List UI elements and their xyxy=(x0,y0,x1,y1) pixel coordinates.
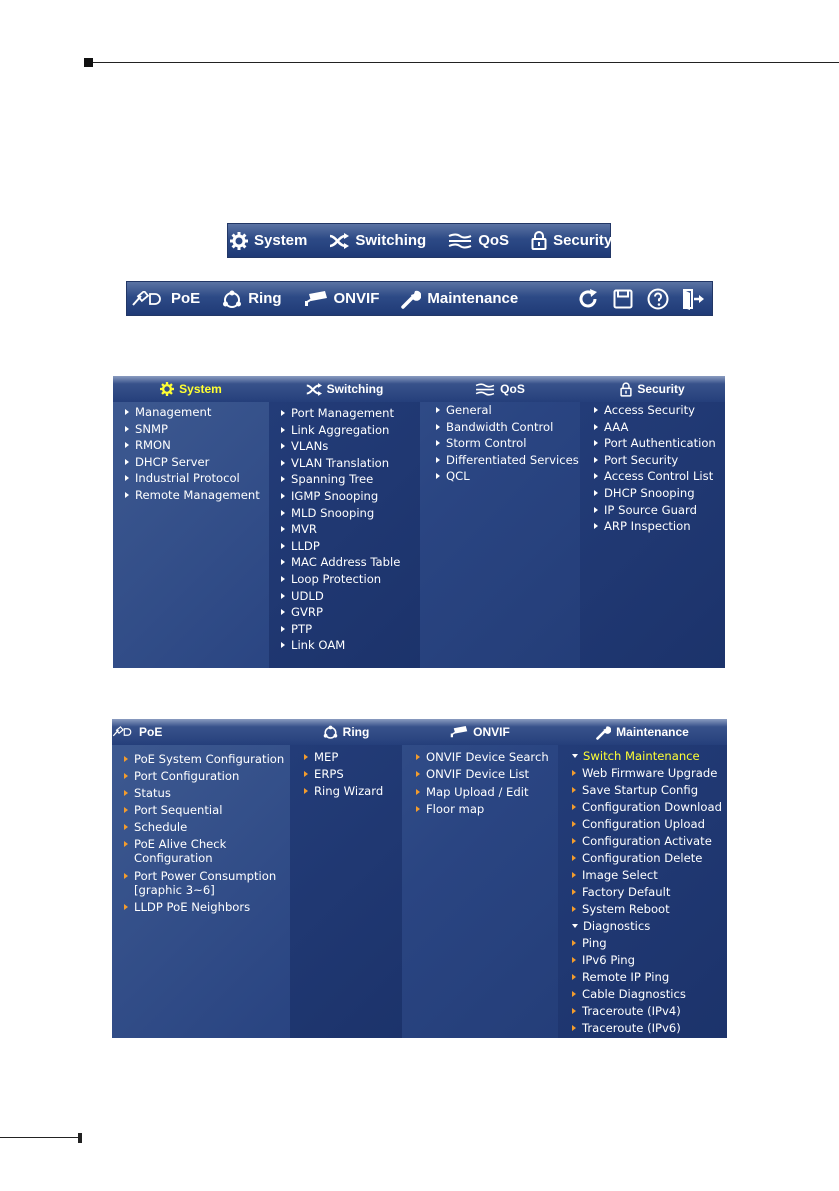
menu-item-label: SNMP xyxy=(135,421,169,436)
bullet-arrow-icon xyxy=(281,593,285,599)
menu-item-switching[interactable] xyxy=(281,439,328,453)
menu-item-switching[interactable] xyxy=(281,456,389,470)
menu-item-diagnostics[interactable] xyxy=(572,987,686,1001)
menu-item-label: Map Upload / Edit xyxy=(426,784,529,799)
menu-item-security[interactable] xyxy=(594,519,691,533)
menu-item-onvif[interactable] xyxy=(416,767,529,781)
poe-column xyxy=(112,745,290,1038)
menu-item-label: Differentiated Services xyxy=(446,452,579,467)
bullet-arrow-icon xyxy=(594,407,598,413)
menu-item-label: MEP xyxy=(314,750,339,764)
bullet-arrow-icon xyxy=(594,490,598,496)
bullet-arrow-icon xyxy=(281,642,285,648)
lock-icon xyxy=(620,382,632,397)
bullet-arrow-icon xyxy=(124,790,128,796)
qos-lines-icon xyxy=(448,233,472,249)
bullet-arrow-icon xyxy=(124,807,128,813)
bullet-arrow-icon xyxy=(125,442,129,448)
menu-item-label: Port Power Consumption xyxy=(134,869,277,883)
menu-item-maintenance[interactable] xyxy=(572,885,670,899)
bullet-arrow-icon xyxy=(594,473,598,479)
menu-item-switching[interactable] xyxy=(281,555,400,569)
menu-item-security[interactable] xyxy=(594,453,678,467)
menu-item-label: Floor map xyxy=(426,801,485,816)
menu-item-label: VLANs xyxy=(291,439,329,454)
logout-icon xyxy=(682,288,704,310)
wrench-icon xyxy=(596,725,611,740)
menu-item-label: DHCP Snooping xyxy=(604,486,695,500)
menu-item-maintenance[interactable] xyxy=(572,800,722,814)
bullet-arrow-icon xyxy=(124,841,128,847)
bullet-arrow-icon xyxy=(281,526,285,532)
menu-item-onvif[interactable] xyxy=(416,785,529,799)
bullet-arrow-icon xyxy=(572,974,576,980)
bullet-arrow-icon xyxy=(416,789,420,795)
bullet-arrow-icon xyxy=(436,424,440,430)
bullet-arrow-icon xyxy=(124,756,128,762)
help-icon xyxy=(647,288,669,310)
system-column xyxy=(113,402,269,668)
bullet-arrow-icon xyxy=(281,510,285,516)
menu-item-label: Port Security xyxy=(604,452,679,467)
menu-item-security[interactable] xyxy=(594,486,695,500)
menu-item-label: DHCP Server xyxy=(135,454,210,469)
menu-item-label: IP Source Guard xyxy=(604,502,697,517)
refresh-button[interactable] xyxy=(575,288,601,310)
header-bullet xyxy=(84,58,93,67)
bullet-arrow-icon xyxy=(124,773,128,779)
menu-group-diagnostics[interactable] xyxy=(572,919,650,933)
menu-item-switching[interactable] xyxy=(281,506,374,520)
tab-switching-label: Switching xyxy=(326,382,384,396)
menu-item-diagnostics[interactable] xyxy=(572,1021,681,1035)
menu-ring[interactable] xyxy=(222,290,281,308)
menu-item-label: General xyxy=(446,403,492,417)
tab-ring-label: Ring xyxy=(342,725,370,739)
menu-item-label: Management xyxy=(135,405,212,419)
bullet-arrow-icon xyxy=(304,754,308,760)
menu-item-label: Configuration xyxy=(134,851,213,865)
menu-item-label: Web Firmware Upgrade xyxy=(582,766,718,780)
bullet-arrow-icon xyxy=(594,424,598,430)
menu-item-qos[interactable] xyxy=(436,420,553,434)
menu-item-label: Cable Diagnostics xyxy=(582,987,686,1001)
bullet-arrow-icon xyxy=(125,426,129,432)
menu-group-switch-maintenance[interactable] xyxy=(572,749,700,763)
cross-arrows-icon xyxy=(329,233,349,249)
tab-poe-label: PoE xyxy=(139,725,163,739)
bullet-arrow-icon xyxy=(281,460,285,466)
menu-item-maintenance[interactable] xyxy=(572,851,702,865)
menu-item-security[interactable] xyxy=(594,469,713,483)
menu-item-ring[interactable] xyxy=(304,767,344,781)
menu-item-label: VLAN Translation xyxy=(291,455,390,470)
menu-item-label: UDLD xyxy=(291,588,324,603)
bullet-arrow-icon xyxy=(436,407,440,413)
menu-maintenance[interactable] xyxy=(401,289,518,309)
menu-item-label: MAC Address Table xyxy=(291,555,401,570)
menu-item-security[interactable] xyxy=(594,403,695,417)
menu-item-switching[interactable] xyxy=(281,622,312,636)
menu-system[interactable] xyxy=(230,232,307,250)
bullet-arrow-icon xyxy=(572,855,576,861)
menu-item-label: PoE Alive Check xyxy=(134,837,227,851)
menu-item-security[interactable] xyxy=(594,503,697,517)
poe-plug-icon xyxy=(131,291,165,307)
menu-item-qos[interactable] xyxy=(436,436,526,450)
bullet-arrow-icon xyxy=(281,543,285,549)
bullet-arrow-icon xyxy=(572,1025,576,1031)
menu-item-label: Bandwidth Control xyxy=(446,419,554,434)
menu-item-label: ERPS xyxy=(314,767,344,781)
menu-item-system[interactable] xyxy=(125,471,240,485)
menu-item-label: Link OAM xyxy=(291,638,346,653)
qos-lines-icon xyxy=(475,383,495,396)
tab-system-label: System xyxy=(179,382,222,396)
bullet-arrow-icon xyxy=(125,475,129,481)
onvif-column xyxy=(402,745,558,1038)
maintenance-column xyxy=(558,745,727,1038)
expand-arrow-icon xyxy=(572,754,578,758)
menu-item-label: AAA xyxy=(604,419,629,434)
tab-system[interactable] xyxy=(113,376,269,402)
menu-header xyxy=(112,719,727,745)
menu-item-poe[interactable] xyxy=(124,820,187,834)
tab-maintenance-label: Maintenance xyxy=(616,725,689,739)
menu-item-label: Configuration Upload xyxy=(582,817,705,831)
bullet-arrow-icon xyxy=(572,906,576,912)
menu-item-label: Port Configuration xyxy=(134,769,240,783)
menu-item-label: Access Control List xyxy=(604,469,714,484)
menu-poe-label: PoE xyxy=(171,290,201,307)
menu-item-label: GVRP xyxy=(291,605,323,620)
bullet-arrow-icon xyxy=(281,493,285,499)
bullet-arrow-icon xyxy=(572,804,576,810)
menu-item-label: PoE System Configuration xyxy=(134,752,285,766)
menu-item-qos[interactable] xyxy=(436,403,492,417)
menu-item-label: Configuration Download xyxy=(582,800,722,814)
menu-item-maintenance[interactable] xyxy=(572,868,658,882)
menu-item-switching[interactable] xyxy=(281,406,394,420)
menu-item-ring[interactable] xyxy=(304,750,338,764)
menu-item-poe[interactable] xyxy=(124,769,239,783)
menu-item-label: System Reboot xyxy=(582,902,670,916)
expanded-menu-system xyxy=(113,376,725,668)
menu-item-maintenance[interactable] xyxy=(572,817,705,831)
menu-item-label: Access Security xyxy=(604,403,695,417)
menu-item-label: Status xyxy=(134,786,171,800)
bullet-arrow-icon xyxy=(572,787,576,793)
header-rule xyxy=(93,62,839,63)
bullet-arrow-icon xyxy=(304,788,308,794)
menu-item-security[interactable] xyxy=(594,420,628,434)
menu-item-system[interactable] xyxy=(125,405,211,419)
menu-item-switching[interactable] xyxy=(281,572,381,586)
menu-item-label: Schedule xyxy=(134,820,188,834)
gear-icon xyxy=(160,382,174,396)
bullet-arrow-icon xyxy=(594,440,598,446)
menu-item-system[interactable] xyxy=(125,438,171,452)
bullet-arrow-icon xyxy=(594,457,598,463)
menu-ring-label: Ring xyxy=(248,290,282,307)
qos-column xyxy=(420,402,580,668)
footer-bullet xyxy=(78,1133,82,1143)
menu-item-label: Remote IP Ping xyxy=(582,970,670,984)
menu-item-label: Link Aggregation xyxy=(291,422,390,437)
bullet-arrow-icon xyxy=(124,873,128,879)
tab-security-label: Security xyxy=(637,382,685,396)
bullet-arrow-icon xyxy=(281,559,285,565)
menu-item-maintenance[interactable] xyxy=(572,783,698,797)
menu-item-diagnostics[interactable] xyxy=(572,936,607,950)
menu-item-label: Switch Maintenance xyxy=(583,749,700,763)
menu-item-poe-cont[interactable] xyxy=(124,883,215,897)
bullet-arrow-icon xyxy=(125,409,129,415)
menu-item-maintenance[interactable] xyxy=(572,834,712,848)
bullet-arrow-icon xyxy=(281,476,285,482)
gear-icon xyxy=(230,232,248,250)
menu-item-label: ONVIF Device List xyxy=(426,767,530,782)
tab-qos-label: QoS xyxy=(500,382,525,396)
bullet-arrow-icon xyxy=(572,1008,576,1014)
menu-item-poe[interactable] xyxy=(124,803,222,817)
save-button[interactable] xyxy=(610,289,636,309)
menu-item-onvif[interactable] xyxy=(416,802,484,816)
menu-item-switching[interactable] xyxy=(281,589,324,603)
menu-item-label: Factory Default xyxy=(582,885,671,899)
menu-item-diagnostics[interactable] xyxy=(572,1004,681,1018)
save-icon xyxy=(613,289,633,309)
menu-item-label: QCL xyxy=(446,469,470,484)
menu-item-diagnostics[interactable] xyxy=(572,953,635,967)
menu-switching[interactable] xyxy=(329,232,426,249)
bullet-arrow-icon xyxy=(281,443,285,449)
bullet-arrow-icon xyxy=(124,904,128,910)
menu-item-security[interactable] xyxy=(594,436,716,450)
menu-item-label: MVR xyxy=(291,522,317,537)
bullet-arrow-icon xyxy=(281,427,285,433)
menu-item-label: Remote Management xyxy=(135,488,260,502)
expanded-menu-poe xyxy=(112,719,727,1038)
tab-onvif-label: ONVIF xyxy=(473,725,510,739)
lock-icon xyxy=(531,231,547,250)
menu-item-switching[interactable] xyxy=(281,423,389,437)
bullet-arrow-icon xyxy=(281,609,285,615)
menu-item-poe[interactable] xyxy=(124,752,284,766)
menu-item-label: Industrial Protocol xyxy=(135,471,240,486)
menu-item-label: Port Sequential xyxy=(134,803,223,817)
poe-plug-icon xyxy=(112,726,134,738)
bullet-arrow-icon xyxy=(572,872,576,878)
main-menu-bar-2 xyxy=(126,281,713,316)
bullet-arrow-icon xyxy=(572,957,576,963)
tab-onvif[interactable] xyxy=(402,719,558,745)
menu-item-switching[interactable] xyxy=(281,605,323,619)
menu-item-label: Ping xyxy=(582,936,607,950)
menu-item-label: Ring Wizard xyxy=(314,784,384,798)
logout-button[interactable] xyxy=(680,288,706,310)
tab-security[interactable] xyxy=(580,376,725,402)
menu-item-maintenance[interactable] xyxy=(572,766,717,780)
menu-item-label: PTP xyxy=(291,621,313,636)
menu-security[interactable] xyxy=(531,231,612,250)
menu-item-label: ONVIF Device Search xyxy=(426,750,549,764)
bullet-arrow-icon xyxy=(436,440,440,446)
menu-item-label: IPv6 Ping xyxy=(582,953,635,967)
bullet-arrow-icon xyxy=(416,754,420,760)
camera-icon xyxy=(304,291,328,307)
tab-poe[interactable] xyxy=(112,719,290,745)
switching-column xyxy=(269,402,420,668)
ring-icon xyxy=(323,725,338,739)
bullet-arrow-icon xyxy=(572,838,576,844)
tab-switching[interactable] xyxy=(269,376,420,402)
camera-icon xyxy=(450,726,468,738)
menu-qos-label: QoS xyxy=(478,232,510,249)
ring-icon xyxy=(222,290,242,308)
bullet-arrow-icon xyxy=(281,410,285,416)
menu-item-label: Storm Control xyxy=(446,436,527,451)
menu-poe[interactable] xyxy=(131,290,200,307)
menu-item-label: Traceroute (IPv4) xyxy=(582,1004,681,1018)
tab-maintenance[interactable] xyxy=(558,719,727,745)
bullet-arrow-icon xyxy=(572,940,576,946)
menu-item-label: Configuration Delete xyxy=(582,851,703,865)
expand-arrow-icon xyxy=(572,924,578,928)
menu-item-qos[interactable] xyxy=(436,453,579,467)
menu-item-label: MLD Snooping xyxy=(291,505,375,520)
help-button[interactable] xyxy=(645,288,671,310)
tab-ring[interactable] xyxy=(290,719,402,745)
menu-item-label: Diagnostics xyxy=(583,919,651,933)
ring-column xyxy=(290,745,402,1038)
menu-item-ring[interactable] xyxy=(304,784,383,798)
menu-item-label: Save Startup Config xyxy=(582,783,699,797)
menu-header xyxy=(113,376,725,402)
menu-item-label: ARP Inspection xyxy=(604,519,691,534)
menu-item-label: RMON xyxy=(135,438,171,453)
security-column xyxy=(580,402,725,668)
menu-item-switching[interactable] xyxy=(281,489,378,503)
bullet-arrow-icon xyxy=(281,626,285,632)
cross-arrows-icon xyxy=(306,383,322,396)
bullet-arrow-icon xyxy=(416,806,420,812)
bullet-arrow-icon xyxy=(572,889,576,895)
menu-item-poe-cont[interactable] xyxy=(124,851,213,865)
menu-item-label: IGMP Snooping xyxy=(291,489,379,503)
menu-item-system[interactable] xyxy=(125,455,209,469)
menu-qos[interactable] xyxy=(448,232,509,249)
bullet-arrow-icon xyxy=(436,457,440,463)
menu-item-label: [graphic 3~6] xyxy=(134,883,215,897)
menu-security-label: Security xyxy=(553,232,613,249)
menu-item-label: Port Management xyxy=(291,406,395,420)
bullet-arrow-icon xyxy=(436,473,440,479)
menu-item-label: LLDP PoE Neighbors xyxy=(134,900,251,914)
menu-item-switching[interactable] xyxy=(281,539,320,553)
menu-item-qos[interactable] xyxy=(436,469,470,483)
tab-qos[interactable] xyxy=(420,376,580,402)
wrench-icon xyxy=(401,289,421,309)
menu-item-label: Port Authentication xyxy=(604,436,716,451)
menu-item-switching[interactable] xyxy=(281,472,373,486)
menu-item-maintenance[interactable] xyxy=(572,902,670,916)
bullet-arrow-icon xyxy=(594,507,598,513)
menu-item-poe[interactable] xyxy=(124,837,226,851)
bullet-arrow-icon xyxy=(572,770,576,776)
menu-item-diagnostics[interactable] xyxy=(572,970,669,984)
menu-item-label: Image Select xyxy=(582,868,658,882)
bullet-arrow-icon xyxy=(572,991,576,997)
menu-item-label: Traceroute (IPv6) xyxy=(582,1021,681,1035)
menu-maintenance-label: Maintenance xyxy=(427,290,519,307)
menu-onvif-label: ONVIF xyxy=(333,290,380,307)
menu-onvif[interactable] xyxy=(304,290,380,307)
footer-rule xyxy=(0,1137,80,1138)
menu-item-poe[interactable] xyxy=(124,900,250,914)
bullet-arrow-icon xyxy=(594,523,598,529)
bullet-arrow-icon xyxy=(125,459,129,465)
bullet-arrow-icon xyxy=(281,576,285,582)
bullet-arrow-icon xyxy=(124,824,128,830)
menu-switching-label: Switching xyxy=(355,232,427,249)
main-menu-bar-1 xyxy=(227,223,611,258)
bullet-arrow-icon xyxy=(572,821,576,827)
menu-item-label: Loop Protection xyxy=(291,572,382,586)
menu-item-system[interactable] xyxy=(125,488,260,502)
menu-item-system[interactable] xyxy=(125,422,168,436)
refresh-icon xyxy=(577,288,599,310)
menu-item-switching[interactable] xyxy=(281,638,345,652)
menu-item-switching[interactable] xyxy=(281,522,317,536)
menu-item-label: Configuration Activate xyxy=(582,834,712,848)
bullet-arrow-icon xyxy=(304,771,308,777)
menu-system-label: System xyxy=(254,232,308,249)
bullet-arrow-icon xyxy=(416,771,420,777)
bullet-arrow-icon xyxy=(125,492,129,498)
menu-item-label: Spanning Tree xyxy=(291,472,374,487)
menu-item-label: LLDP xyxy=(291,538,320,553)
menu-item-poe[interactable] xyxy=(124,869,276,883)
menu-item-poe[interactable] xyxy=(124,786,171,800)
menu-item-onvif[interactable] xyxy=(416,750,549,764)
